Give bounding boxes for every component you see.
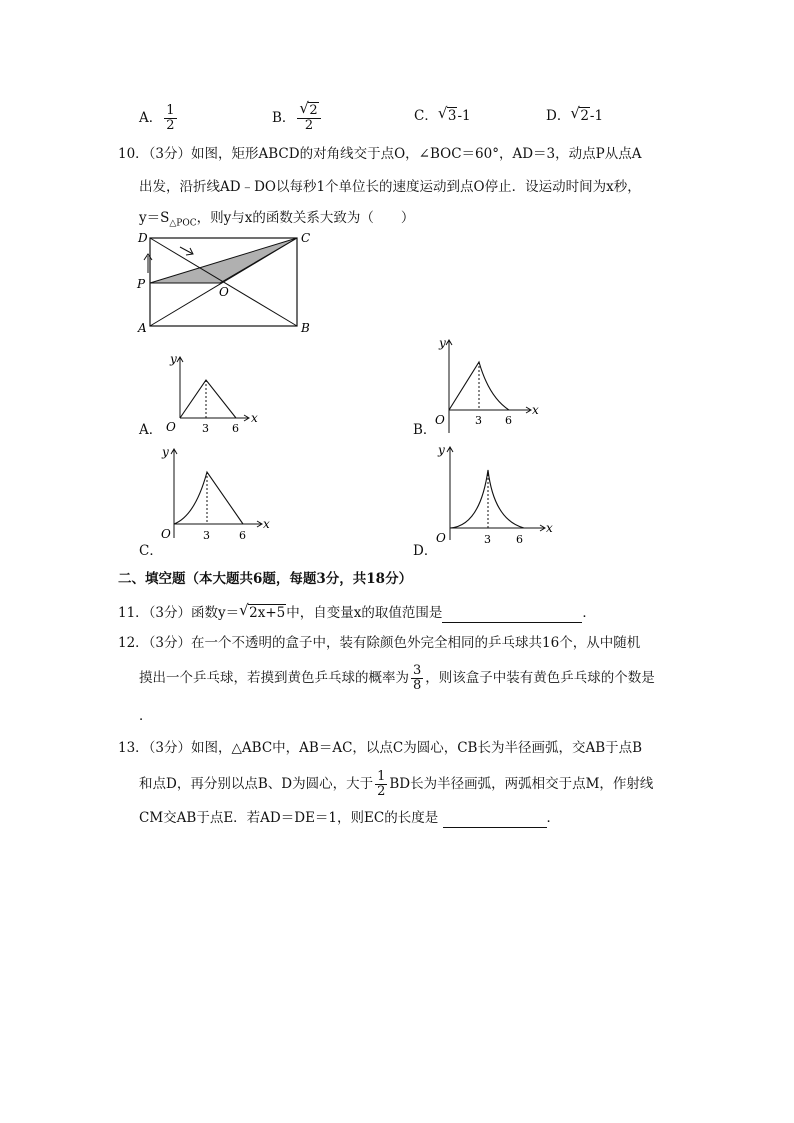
q12-fraction: $\frac{3}{8}$ xyxy=(413,663,422,693)
svg-text:x: x xyxy=(532,403,539,417)
graph-option-c xyxy=(155,444,275,544)
q10-line-3: $y=S_{\triangle POC}$，则y与x的函数关系大致为（ ） xyxy=(139,210,415,229)
label-o: O xyxy=(219,285,229,299)
svg-text:y: y xyxy=(162,445,169,459)
svg-text:y: y xyxy=(439,336,446,350)
q9-option-a-fraction: $\frac{1}{2}$ xyxy=(166,103,175,133)
q12-line-3: ． xyxy=(139,708,153,724)
q13-line-2: 和点D，再分别以点B、D为圆心，大于 $\frac{1}{2}$ BD长为半径画弧，两弧相交于点M，作射线 xyxy=(139,769,654,799)
svg-text:6: 6 xyxy=(239,529,246,542)
q10-option-d-label: D． xyxy=(413,543,438,559)
svg-text:x: x xyxy=(263,517,270,531)
q13-line-3: CM交AB于点E．若AD＝DE＝1，则EC的长度是 ． xyxy=(139,810,560,826)
svg-text:3: 3 xyxy=(484,533,491,545)
q10-line-1: 10．（3分）如图，矩形ABCD的对角线交于点O，∠BOC＝60°，AD＝3，动点P从点A xyxy=(118,146,642,162)
q10-option-c-label: C． xyxy=(139,543,163,559)
q13-fraction: $\frac{1}{2}$ xyxy=(377,769,386,799)
q11-answer-blank[interactable] xyxy=(442,606,582,623)
q10-option-b-label: B． xyxy=(413,422,437,438)
q9-option-a xyxy=(139,104,179,133)
diag-arrow-icon xyxy=(186,248,193,255)
label-c: C xyxy=(301,231,311,245)
q9-option-c-label: C． xyxy=(414,108,438,124)
svg-text:3: 3 xyxy=(475,414,482,427)
q12-line-1: 12．（3分）在一个不透明的盒子中，装有除颜色外完全相同的乒乓球共16个，从中随机 xyxy=(118,635,641,651)
label-a: A xyxy=(138,321,147,335)
svg-text:y: y xyxy=(170,352,177,366)
q9-option-b-label: B． xyxy=(272,110,296,126)
label-b: B xyxy=(301,321,310,335)
q11-radical: √ 2x+5 xyxy=(239,601,286,621)
svg-text:O: O xyxy=(166,420,176,434)
q12-line-2: 摸出一个乒乓球，若摸到黄色乒乓球的概率为 $\frac{3}{8}$ ，则该盒子中装有黄色乒乓球的个数是 xyxy=(139,663,655,693)
q9-option-c: C． √ 3-1 xyxy=(414,104,471,124)
section-2-title: 二、填空题（本大题共6题，每题3分，共18分） xyxy=(118,571,413,587)
svg-text:O: O xyxy=(436,531,446,545)
svg-text:6: 6 xyxy=(505,414,512,427)
q11-line: 11．（3分）函数y＝ √ 2x+5中，自变量x的取值范围是 ． xyxy=(118,601,596,621)
svg-text:O: O xyxy=(161,527,171,541)
q10-option-a-label: A． xyxy=(139,422,163,438)
q9-option-b xyxy=(272,99,323,133)
svg-text:O: O xyxy=(435,413,445,427)
svg-text:x: x xyxy=(546,521,553,535)
rectangle-figure xyxy=(135,228,320,338)
svg-text:6: 6 xyxy=(516,533,523,545)
graph-option-d xyxy=(432,440,557,545)
svg-text:y: y xyxy=(438,443,445,457)
q9-option-b-fraction: √ 2 2 xyxy=(297,104,320,133)
graph-option-b xyxy=(430,335,545,435)
label-d: D xyxy=(138,231,148,245)
q13-line-1: 13．（3分）如图，△ABC中，AB＝AC，以点C为圆心，CB长为半径画弧，交AB于点B xyxy=(118,740,643,756)
q13-answer-blank[interactable] xyxy=(443,811,547,828)
svg-text:3: 3 xyxy=(202,422,209,435)
q9-option-d-label: D． xyxy=(546,108,571,124)
shaded-triangle-poc xyxy=(150,238,297,283)
graph-option-a xyxy=(160,352,265,436)
svg-text:6: 6 xyxy=(232,422,239,435)
svg-text:x: x xyxy=(251,411,258,425)
q9-option-a-label: A． xyxy=(139,110,163,126)
q9-option-d: D． √ 2-1 xyxy=(546,104,604,124)
label-p: P xyxy=(137,277,146,291)
svg-text:3: 3 xyxy=(203,529,210,542)
q10-line-2: 出发，沿折线AD﹣DO以每秒1个单位长的速度运动到点O停止．设运动时间为x秒， xyxy=(139,179,641,195)
